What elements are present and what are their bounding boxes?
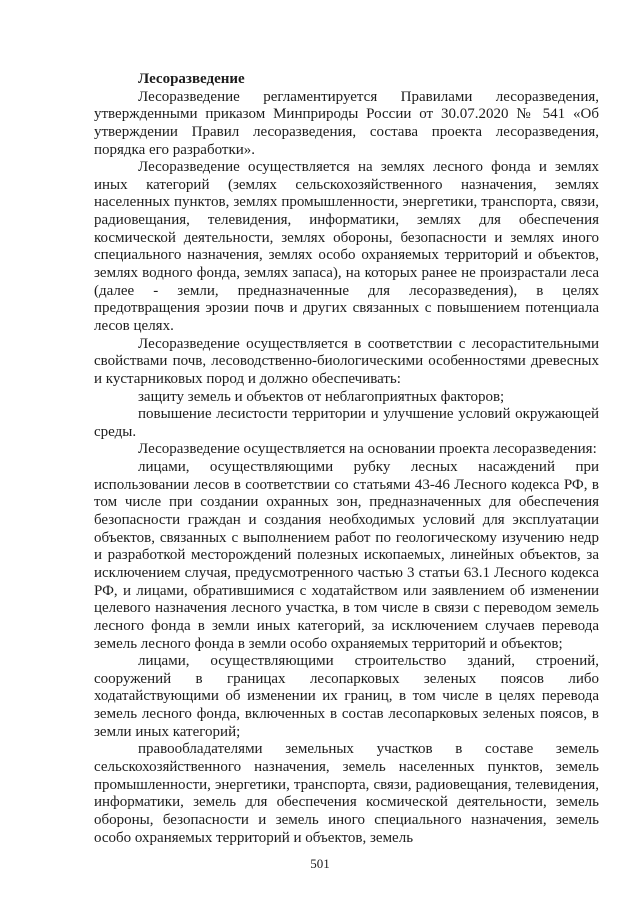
paragraph: лицами, осуществляющими строительство зданий, строений, сооружений в границах лесопарковых зеленых поясов либо ходатайствующими об изменении их границ, в том числе в целях перевода земель лесного фонда, включенных в состав лесопарковых зеленых поясов, в земли иных категорий; <box>94 653 599 740</box>
paragraph-list <box>94 89 599 848</box>
paragraph: Лесоразведение осуществляется на основании проекта лесоразведения: <box>138 441 597 458</box>
paragraph: повышение лесистости территории и улучшение условий окружающей среды. <box>94 406 599 440</box>
document-body <box>94 71 599 847</box>
paragraph: Лесоразведение осуществляется на землях лесного фонда и землях иных категорий (землях сельскохозяйственного назначения, землях населенных пунктов, землях промышленности, энергетики, транспорта, связи, радиовещания, телевидения, информатики, землях для обеспечения космической деятельности, землях обороны, безопасности и землях иного специального назначения, землях особо охраняемых территорий и объектов, землях водного фонда, землях запаса), на которых ранее не произрастали леса (далее - земли, предназначенные для лесоразведения), в целях предотвращения эрозии почв и других связанных с повышением потенциала лесов целях. <box>94 159 599 334</box>
paragraph: Лесоразведение осуществляется в соответствии с лесорастительными свойствами почв, лесоводственно-биологическими особенностями древесных и кустарниковых пород и должно обеспечивать: <box>94 335 599 387</box>
section-heading: Лесоразведение <box>138 71 245 87</box>
page-number: 501 <box>310 856 330 871</box>
paragraph: правообладателями земельных участков в составе земель сельскохозяйственного назначения, земель населенных пунктов, земель промышленности, энергетики, транспорта, связи, радиовещания, телевидения, информатики, земель для обеспечения космической деятельности, земель обороны, безопасности и земель иного специального назначения, земель особо охраняемых территорий и объектов, земель <box>94 741 599 846</box>
paragraph: лицами, осуществляющими рубку лесных насаждений при использовании лесов в соответствии со статьями 43-46 Лесного кодекса РФ, в том числе при создании охранных зон, предназначенных для обеспечения безопасности граждан и создания необходимых условий для эксплуатации объектов, связанных с выполнением работ по геологическому изучению недр и разработкой месторождений полезных ископаемых, линейных объектов, за исключением случая, предусмотренного частью 3 статьи 63.1 Лесного кодекса РФ, и лицами, обратившимися с ходатайством или заявлением об изменении целевого назначения лесного участка, в том числе в связи с переводом земель лесного фонда в земли иных категорий, за исключением случаев перевода земель лесного фонда в земли особо охраняемых территорий и объектов; <box>94 459 599 652</box>
paragraph: Лесоразведение регламентируется Правилами лесоразведения, утвержденными приказом Минприроды России от 30.07.2020 № 541 «Об утверждении Правил лесоразведения, состава проекта лесоразведения, порядка его разработки». <box>94 88 599 158</box>
paragraph: защиту земель и объектов от неблагоприятных факторов; <box>138 388 505 405</box>
